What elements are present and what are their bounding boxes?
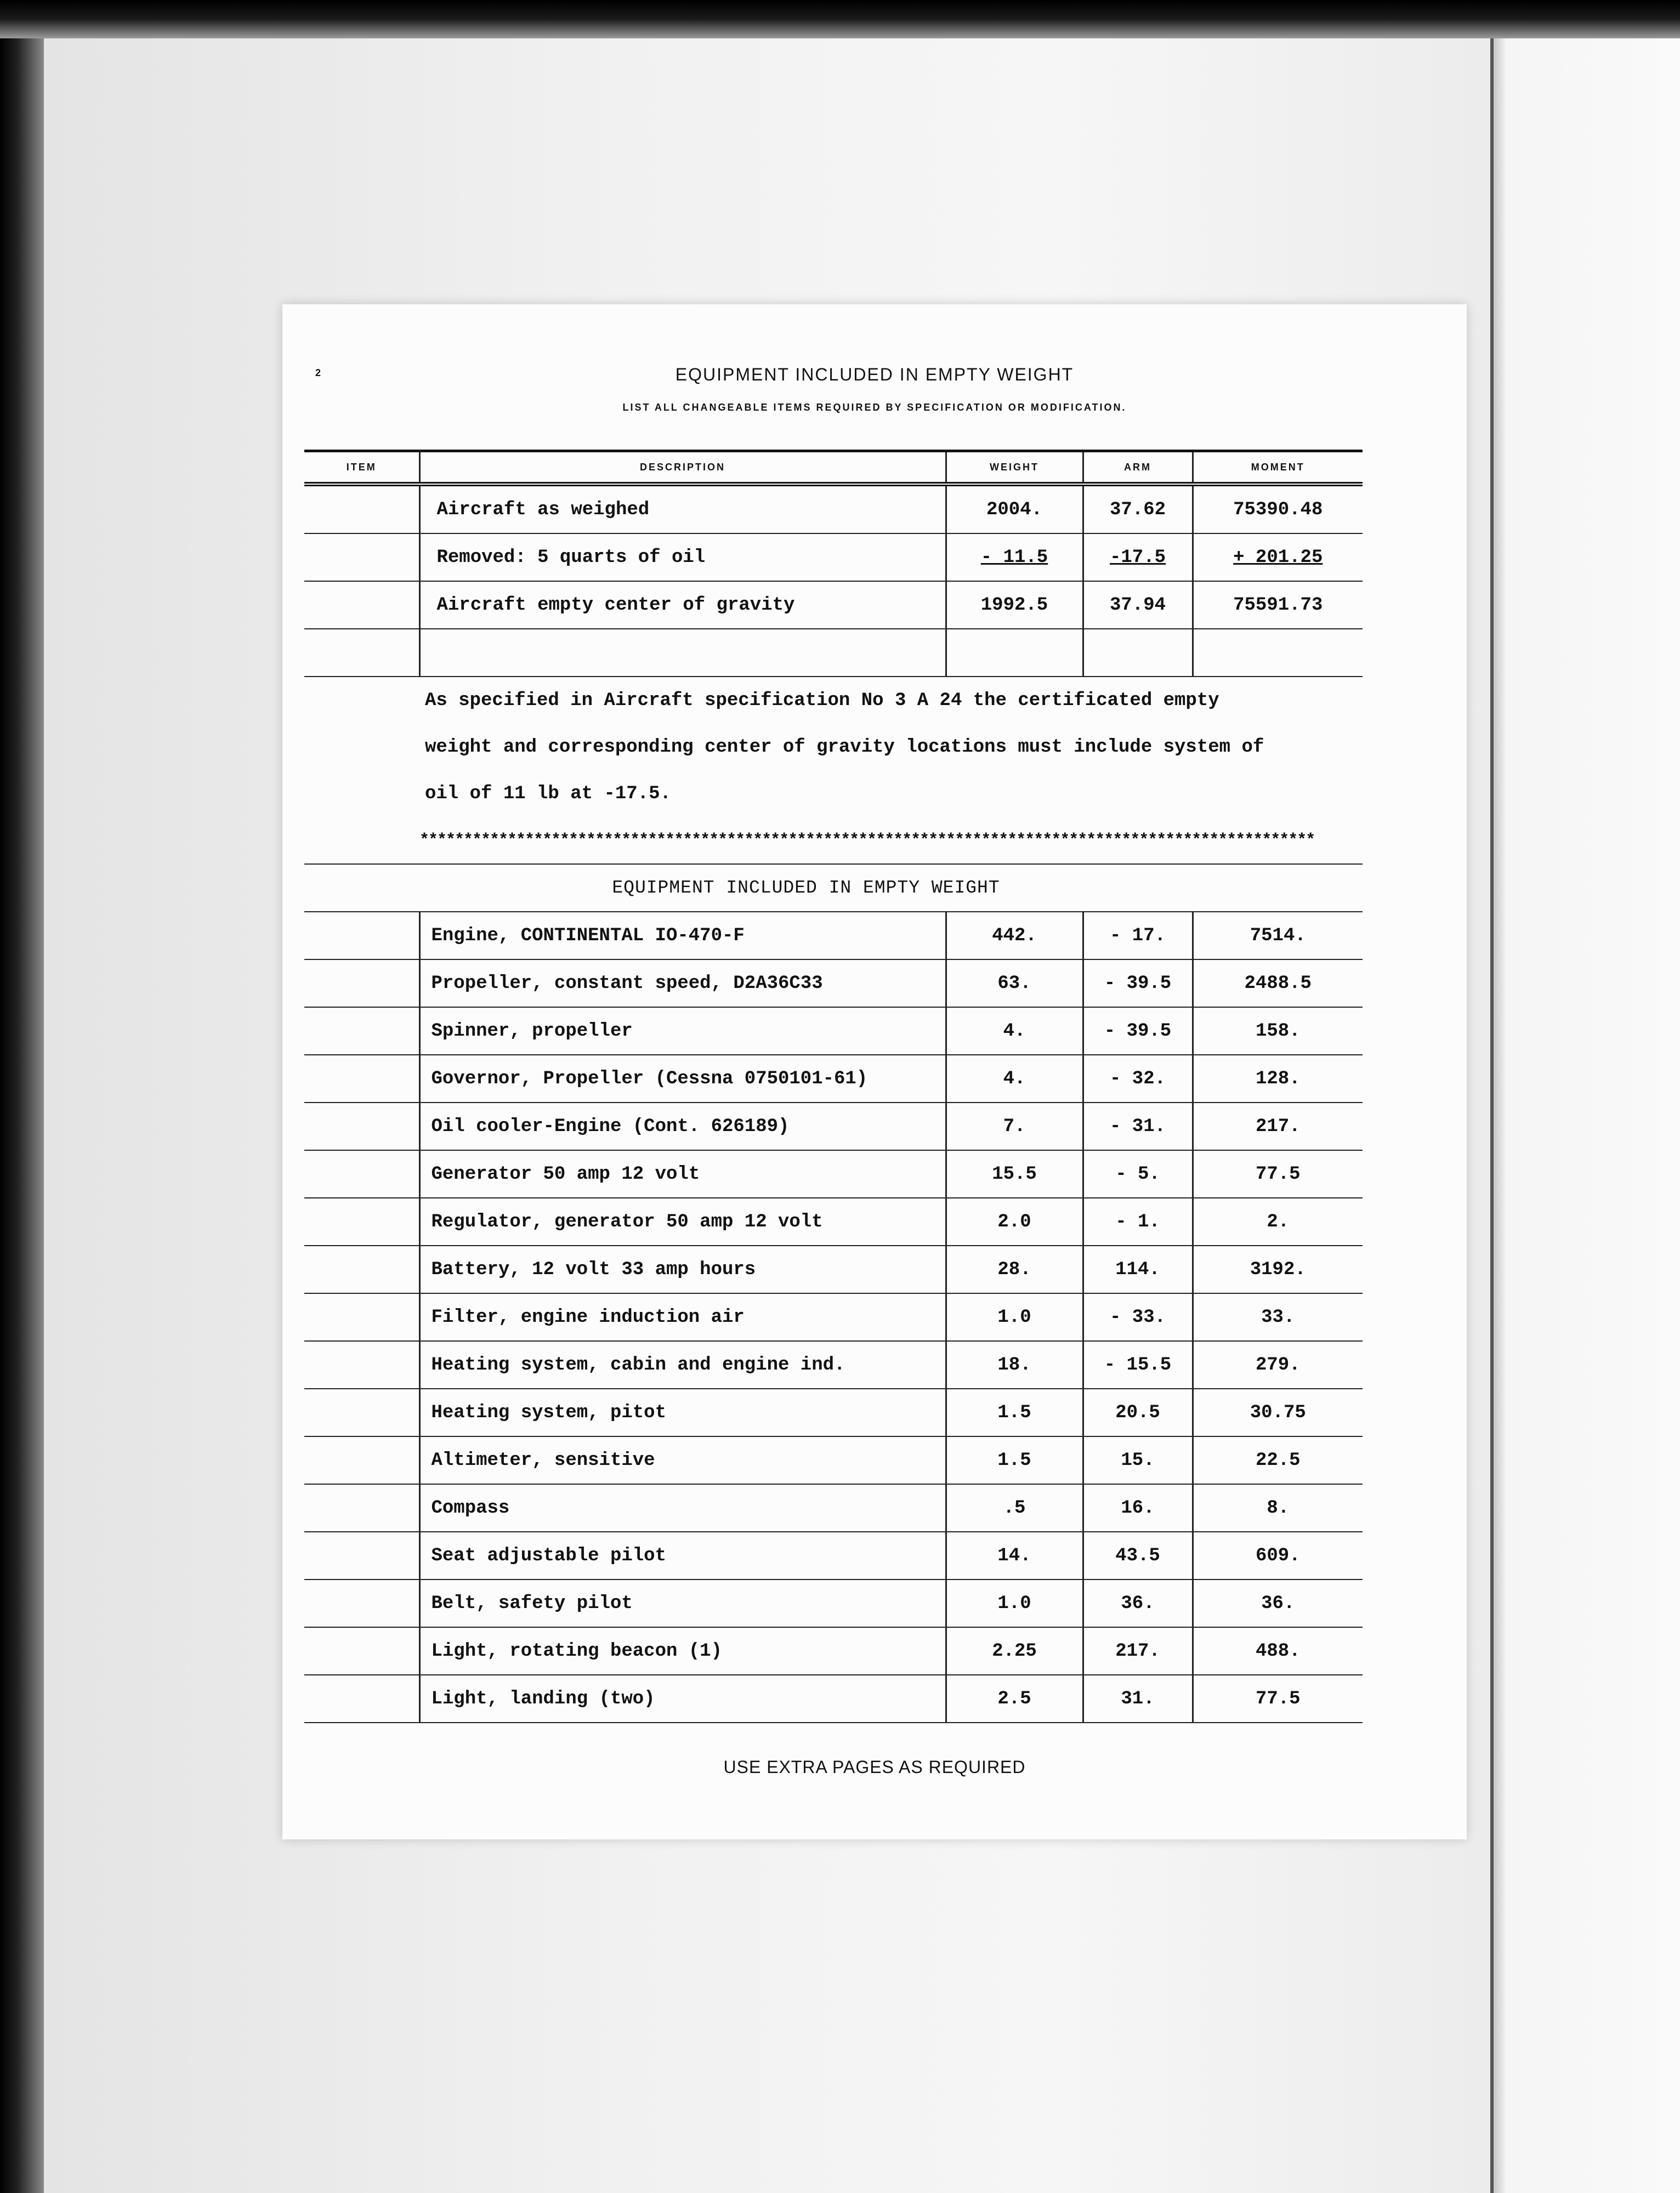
item-cell <box>304 1246 419 1293</box>
moment-cell <box>1193 864 1363 912</box>
weight-cell: 18. <box>946 1341 1083 1389</box>
weight-cell: 2.0 <box>946 1198 1083 1246</box>
description-cell: Light, rotating beacon (1) <box>419 1627 946 1675</box>
item-cell <box>304 1627 419 1675</box>
scan-edge-shadow-left <box>0 0 44 2193</box>
moment-cell: 217. <box>1193 1103 1363 1150</box>
item-cell <box>304 1341 419 1389</box>
table-row <box>304 959 1363 1007</box>
description-cell: Regulator, generator 50 amp 12 volt <box>419 1198 946 1246</box>
table-row <box>304 1484 1363 1532</box>
moment-cell: 77.5 <box>1193 1150 1363 1198</box>
moment-cell <box>1193 629 1363 677</box>
item-cell <box>304 484 419 533</box>
arm-cell: 37.62 <box>1083 484 1193 533</box>
item-cell <box>304 1103 419 1150</box>
item-cell <box>304 533 419 581</box>
description-cell: Propeller, constant speed, D2A36C33 <box>419 959 946 1007</box>
weight-cell: 4. <box>946 1055 1083 1103</box>
description-cell: Oil cooler-Engine (Cont. 626189) <box>419 1103 946 1150</box>
item-cell <box>304 1389 419 1436</box>
weight-cell: 1.5 <box>946 1389 1083 1436</box>
description-cell: Generator 50 amp 12 volt <box>419 1150 946 1198</box>
column-header-moment: MOMENT <box>1193 451 1363 485</box>
description-cell: Heating system, cabin and engine ind. <box>419 1341 946 1389</box>
note-line-row <box>304 770 1363 817</box>
arm-cell: 37.94 <box>1083 581 1193 629</box>
spec-note-line-3: oil of 11 lb at -17.5. <box>425 783 671 804</box>
weight-cell: 2004. <box>946 484 1083 533</box>
table-row <box>304 1532 1363 1580</box>
moment-cell: 77.5 <box>1193 1675 1363 1723</box>
arm-cell: 15. <box>1083 1436 1193 1484</box>
column-header-description: DESCRIPTION <box>419 451 946 485</box>
item-cell <box>304 581 419 629</box>
arm-cell: 31. <box>1083 1675 1193 1723</box>
equipment-form-page <box>282 304 1467 1839</box>
note-line-row <box>304 677 1363 724</box>
description-cell: Filter, engine induction air <box>419 1293 946 1341</box>
arm-cell: - 1. <box>1083 1198 1193 1246</box>
arm-cell: 43.5 <box>1083 1532 1193 1580</box>
description-cell: Belt, safety pilot <box>419 1580 946 1627</box>
arm-cell: -17.5 <box>1083 533 1193 581</box>
weight-cell: 2.25 <box>946 1627 1083 1675</box>
table-row <box>304 1150 1363 1198</box>
item-cell <box>304 1293 419 1341</box>
arm-cell: - 33. <box>1083 1293 1193 1341</box>
item-cell <box>304 1532 419 1580</box>
note-line-row <box>304 724 1363 770</box>
arm-cell: 114. <box>1083 1246 1193 1293</box>
item-cell <box>304 912 419 959</box>
arm-cell: 16. <box>1083 1484 1193 1532</box>
table-row <box>304 1627 1363 1675</box>
moment-cell: 128. <box>1193 1055 1363 1103</box>
arm-cell: - 39.5 <box>1083 1007 1193 1055</box>
table-row <box>304 1389 1363 1436</box>
column-header-item: ITEM <box>304 451 419 485</box>
description-cell: Removed: 5 quarts of oil <box>419 533 946 581</box>
equipment-table-container <box>304 450 1363 1723</box>
description-cell: Heating system, pitot <box>419 1389 946 1436</box>
weight-cell: 1.5 <box>946 1436 1083 1484</box>
moment-cell: 2. <box>1193 1198 1363 1246</box>
column-header-weight: WEIGHT <box>946 451 1083 485</box>
weight-cell: - 11.5 <box>946 533 1083 581</box>
moment-cell: 7514. <box>1193 912 1363 959</box>
description-cell: Light, landing (two) <box>419 1675 946 1723</box>
arm-cell <box>1083 629 1193 677</box>
table-row-empty <box>304 629 1363 677</box>
item-cell <box>304 1675 419 1723</box>
weight-cell: 2.5 <box>946 1675 1083 1723</box>
moment-cell: 22.5 <box>1193 1436 1363 1484</box>
table-row <box>304 1055 1363 1103</box>
item-cell <box>304 1198 419 1246</box>
weight-cell: 15.5 <box>946 1150 1083 1198</box>
background-sheet-right-panel <box>1491 33 1680 2193</box>
spec-note-line-1: As specified in Aircraft specification No 3 A 24 the certificated empty <box>425 690 1219 711</box>
asterisk-separator: ****************************************************************************************************** <box>419 817 1363 864</box>
description-cell: Spinner, propeller <box>419 1007 946 1055</box>
item-cell <box>304 1436 419 1484</box>
page-number: 2 <box>315 367 321 378</box>
table-row <box>304 1293 1363 1341</box>
spec-note-line-2: weight and corresponding center of gravity locations must include system of <box>425 736 1264 758</box>
item-cell <box>304 959 419 1007</box>
weight-cell: 28. <box>946 1246 1083 1293</box>
weight-cell: 63. <box>946 959 1083 1007</box>
table-row <box>304 1198 1363 1246</box>
item-cell <box>304 1484 419 1532</box>
table-row <box>304 1341 1363 1389</box>
item-cell <box>304 1150 419 1198</box>
moment-cell: 2488.5 <box>1193 959 1363 1007</box>
table-row <box>304 1580 1363 1627</box>
description-cell: Compass <box>419 1484 946 1532</box>
item-cell <box>304 770 419 817</box>
moment-cell: 33. <box>1193 1293 1363 1341</box>
arm-cell: 217. <box>1083 1627 1193 1675</box>
item-cell <box>304 677 419 724</box>
item-cell <box>304 1055 419 1103</box>
arm-cell: - 15.5 <box>1083 1341 1193 1389</box>
equipment-rows <box>304 912 1363 1723</box>
form-title: EQUIPMENT INCLUDED IN EMPTY WEIGHT <box>675 365 1074 384</box>
weight-cell: 1.0 <box>946 1293 1083 1341</box>
separator-row <box>304 817 1363 864</box>
moment-cell: 8. <box>1193 1484 1363 1532</box>
moment-cell: 75591.73 <box>1193 581 1363 629</box>
arm-cell: - 5. <box>1083 1150 1193 1198</box>
description-cell: Battery, 12 volt 33 amp hours <box>419 1246 946 1293</box>
description-cell: Seat adjustable pilot <box>419 1532 946 1580</box>
item-cell <box>304 864 419 912</box>
moment-cell: + 201.25 <box>1193 533 1363 581</box>
description-cell: Altimeter, sensitive <box>419 1436 946 1484</box>
weight-cell: 4. <box>946 1007 1083 1055</box>
description-cell: Aircraft empty center of gravity <box>419 581 946 629</box>
weight-cell: 7. <box>946 1103 1083 1150</box>
moment-cell: 609. <box>1193 1532 1363 1580</box>
form-footer: USE EXTRA PAGES AS REQUIRED <box>723 1757 1026 1777</box>
weight-cell <box>946 629 1083 677</box>
item-cell <box>304 817 419 864</box>
moment-cell: 158. <box>1193 1007 1363 1055</box>
moment-cell: 75390.48 <box>1193 484 1363 533</box>
arm-cell: 20.5 <box>1083 1389 1193 1436</box>
arm-cell: - 32. <box>1083 1055 1193 1103</box>
arm-cell: 36. <box>1083 1580 1193 1627</box>
weight-cell: .5 <box>946 1484 1083 1532</box>
weight-cell: 1.0 <box>946 1580 1083 1627</box>
description-cell <box>419 629 946 677</box>
table-row <box>304 1007 1363 1055</box>
weight-cell: 442. <box>946 912 1083 959</box>
table-row <box>304 1675 1363 1723</box>
table-header-row <box>304 451 1363 485</box>
moment-cell: 3192. <box>1193 1246 1363 1293</box>
table-row <box>304 912 1363 959</box>
item-cell <box>304 1007 419 1055</box>
description-cell: Engine, CONTINENTAL IO-470-F <box>419 912 946 959</box>
item-cell <box>304 1580 419 1627</box>
form-subtitle: LIST ALL CHANGEABLE ITEMS REQUIRED BY SPECIFICATION OR MODIFICATION. <box>622 402 1127 413</box>
arm-cell: - 17. <box>1083 912 1193 959</box>
equipment-sub-heading: EQUIPMENT INCLUDED IN EMPTY WEIGHT <box>419 864 1193 912</box>
scan-edge-shadow-top <box>0 0 1680 38</box>
moment-cell: 488. <box>1193 1627 1363 1675</box>
sub-heading-row <box>304 864 1363 912</box>
description-cell: Aircraft as weighed <box>419 484 946 533</box>
binder-fold-line <box>1490 33 1494 2193</box>
moment-cell: 30.75 <box>1193 1389 1363 1436</box>
moment-cell: 279. <box>1193 1341 1363 1389</box>
table-row <box>304 484 1363 533</box>
table-row <box>304 533 1363 581</box>
item-cell <box>304 724 419 770</box>
description-cell: Governor, Propeller (Cessna 0750101-61) <box>419 1055 946 1103</box>
column-header-arm: ARM <box>1083 451 1193 485</box>
moment-cell: 36. <box>1193 1580 1363 1627</box>
arm-cell: - 31. <box>1083 1103 1193 1150</box>
equipment-table <box>304 450 1363 1723</box>
table-row <box>304 1246 1363 1293</box>
weight-cell: 1992.5 <box>946 581 1083 629</box>
item-cell <box>304 629 419 677</box>
table-row <box>304 581 1363 629</box>
table-row <box>304 1436 1363 1484</box>
table-row <box>304 1103 1363 1150</box>
weight-cell: 14. <box>946 1532 1083 1580</box>
arm-cell: - 39.5 <box>1083 959 1193 1007</box>
